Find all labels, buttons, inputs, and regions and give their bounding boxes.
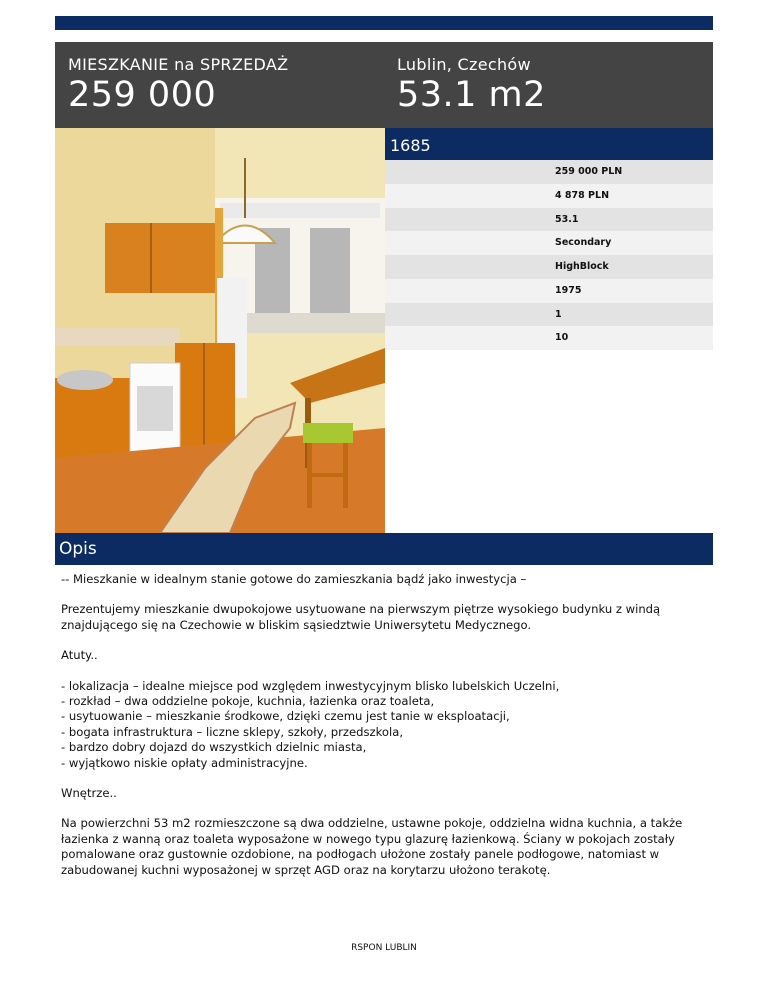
atuty-label: Atuty.. xyxy=(61,648,98,663)
detail-building-type: HighBlock xyxy=(385,255,713,279)
listing-location: Lublin, Czechów xyxy=(397,55,531,74)
reference-number: 1685 xyxy=(385,128,713,160)
listing-type: MIESZKANIE na SPRZEDAŻ xyxy=(68,55,289,74)
description-paragraph-1: Prezentujemy mieszkanie dwupokojowe usytuowane na pierwszym piętrze wysokiego budynku z windą znajdującego się na Czechowie w bliskim sąsiedztwie Uniwersytetu Medycznego. xyxy=(61,602,661,632)
listing-price: 259 000 xyxy=(68,75,217,115)
list-item: - usytuowanie – mieszkanie środkowe, dzięki czemu jest tanie w eksploatacji, xyxy=(61,709,510,724)
detail-market: Secondary xyxy=(385,231,713,255)
wnetrze-label: Wnętrze.. xyxy=(61,786,117,801)
property-photo xyxy=(55,128,385,533)
atuty-list xyxy=(61,679,711,771)
detail-year-built: 1975 xyxy=(385,279,713,303)
details-table xyxy=(385,160,713,350)
description-paragraph-2: Na powierzchni 53 m2 rozmieszczone są dwa oddzielne, ustawne pokoje, oddzielna widna kuchnia, a także łazienka z wanną oraz toaleta wyposażone w nowego typu glazurę łazienkową. Ściany w pokojach zostały pomalowane oraz gustownie ozdobione, na podłogach ułożone zostały panele podłogowe, natomiast w zabudowanej kuchni wyposażonej w sprzęt AGD oraz na korytarzu ułożono terakotę. xyxy=(61,816,683,877)
list-item: - rozkład – dwa oddzielne pokoje, kuchnia, łazienka oraz toaleta, xyxy=(61,694,435,709)
detail-price-per-m2: 4 878 PLN xyxy=(385,184,713,208)
list-item: - lokalizacja – idealne miejsce pod względem inwestycyjnym blisko lubelskich Uczelni, xyxy=(61,678,560,693)
listing-area: 53.1 m2 xyxy=(397,75,546,115)
description-heading: Opis xyxy=(55,533,713,565)
detail-price: 259 000 PLN xyxy=(385,160,713,184)
detail-area: 53.1 xyxy=(385,208,713,232)
list-item: - wyjątkowo niskie opłaty administracyjne. xyxy=(61,755,308,770)
description-intro: -- Mieszkanie w idealnym stanie gotowe do zamieszkania bądź jako inwestycja – xyxy=(61,572,527,586)
list-item: - bardzo dobry dojazd do wszystkich dzielnic miasta, xyxy=(61,740,367,755)
listing-header xyxy=(55,42,713,128)
detail-floor: 1 xyxy=(385,303,713,327)
list-item: - bogata infrastruktura – liczne sklepy, szkoły, przedszkola, xyxy=(61,724,404,739)
top-accent-bar xyxy=(55,16,713,30)
description-body xyxy=(61,572,711,893)
footer-agency: RSPON LUBLIN xyxy=(351,943,417,953)
detail-floors-total: 10 xyxy=(385,326,713,350)
